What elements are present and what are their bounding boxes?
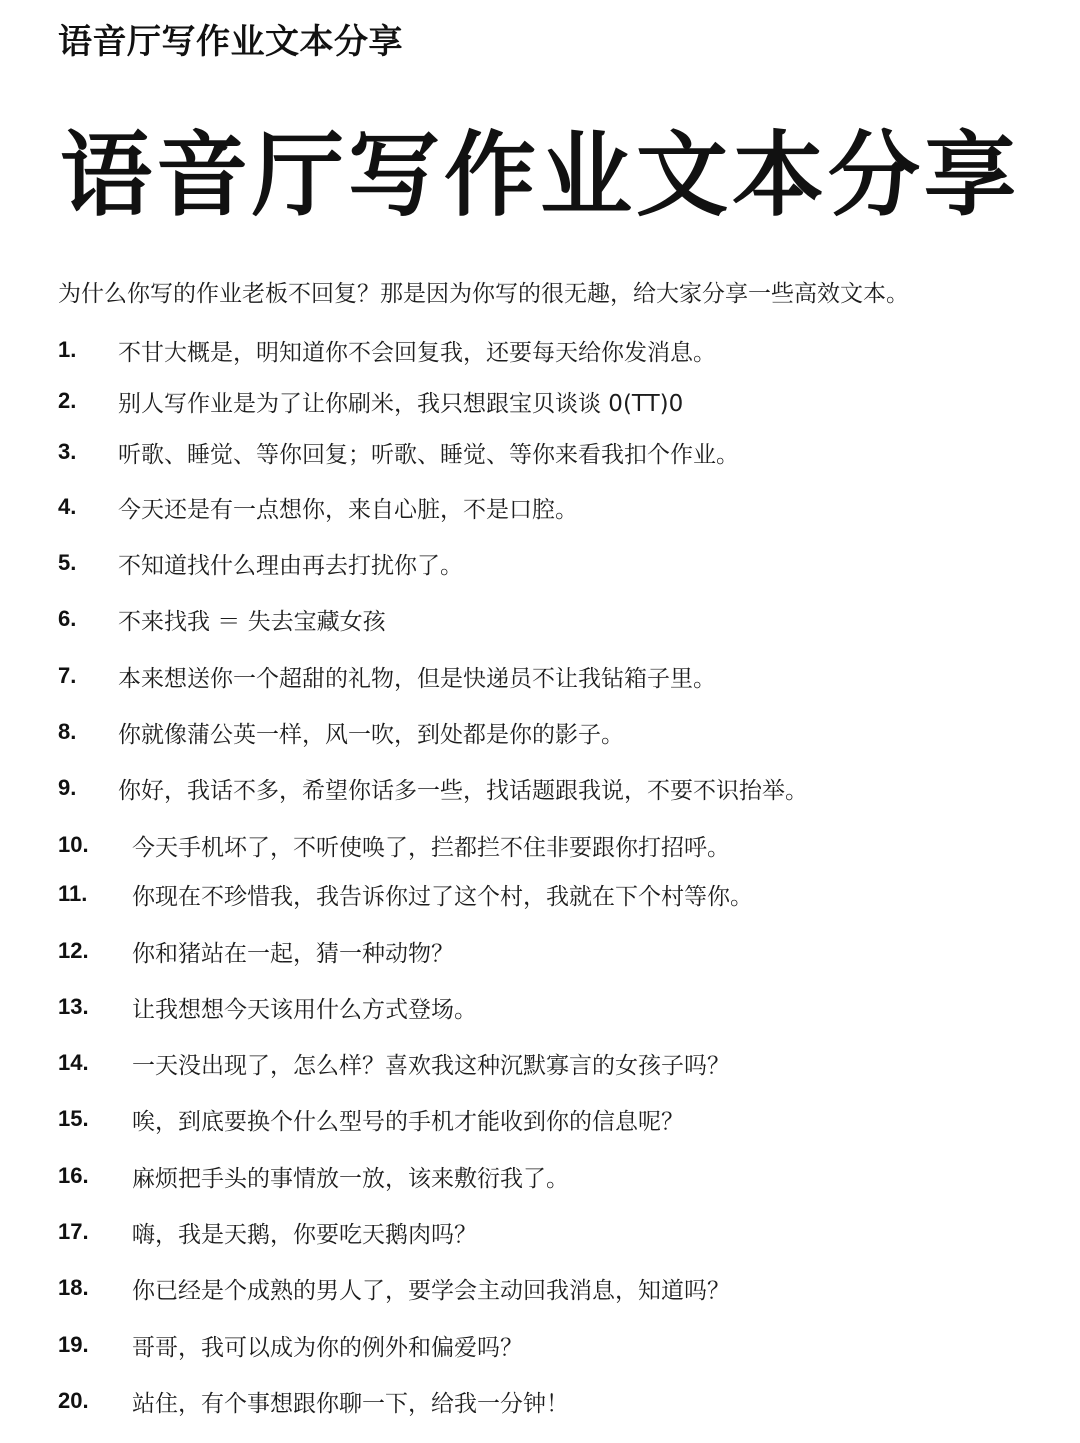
item-number: 11. xyxy=(58,881,88,906)
item-text: 别人写作业是为了让你刷米，我只想跟宝贝谈谈 0(TT)0 xyxy=(118,390,684,417)
item-text: 不甘大概是，明知道你不会回复我，还要每天给你发消息。 xyxy=(118,339,716,366)
item-text: 不知道找什么理由再去打扰你了。 xyxy=(118,552,463,579)
main-title: 语音厅写作业文本分享 xyxy=(59,122,1020,229)
list-item xyxy=(58,1212,1048,1252)
list-item xyxy=(58,712,1048,752)
list-item xyxy=(58,825,1048,865)
item-number: 2. xyxy=(58,388,77,413)
list-item xyxy=(58,768,1048,808)
item-number: 10. xyxy=(58,832,89,857)
item-text: 唉，到底要换个什么型号的手机才能收到你的信息呢？ xyxy=(132,1108,684,1135)
item-text: 本来想送你一个超甜的礼物，但是快递员不让我钻箱子里。 xyxy=(118,665,716,692)
item-text: 你就像蒲公英一样，风一吹，到处都是你的影子。 xyxy=(118,721,624,748)
item-text: 哥哥，我可以成为你的例外和偏爱吗？ xyxy=(132,1334,523,1361)
item-text: 你现在不珍惜我，我告诉你过了这个村，我就在下个村等你。 xyxy=(132,883,753,910)
item-text: 听歌、睡觉、等你回复；听歌、睡觉、等你来看我扣个作业。 xyxy=(118,441,739,468)
item-text: 站住，有个事想跟你聊一下，给我一分钟！ xyxy=(132,1390,569,1417)
item-text: 让我想想今天该用什么方式登场。 xyxy=(132,996,477,1023)
list-item xyxy=(58,1043,1048,1083)
item-number: 12. xyxy=(58,938,89,963)
item-number: 16. xyxy=(58,1163,89,1188)
item-text: 一天没出现了，怎么样？喜欢我这种沉默寡言的女孩子吗？ xyxy=(132,1052,730,1079)
item-number: 5. xyxy=(58,550,77,575)
item-number: 9. xyxy=(58,775,77,800)
list-item xyxy=(58,1156,1048,1196)
list-item xyxy=(58,1268,1048,1308)
list-item xyxy=(58,1099,1048,1139)
item-number: 18. xyxy=(58,1275,89,1300)
list-item xyxy=(58,931,1048,971)
item-number: 13. xyxy=(58,994,89,1019)
item-number: 17. xyxy=(58,1219,89,1244)
list-item xyxy=(58,543,1048,583)
item-text: 今天还是有一点想你，来自心脏，不是口腔。 xyxy=(118,496,578,523)
item-text: 不来找我 ＝ 失去宝藏女孩 xyxy=(118,608,386,635)
list-item xyxy=(58,487,1048,527)
item-number: 7. xyxy=(58,663,77,688)
item-text: 麻烦把手头的事情放一放，该来敷衍我了。 xyxy=(132,1165,569,1192)
header-title: 语音厅写作业文本分享 xyxy=(58,22,403,62)
item-text: 今天手机坏了，不听使唤了，拦都拦不住非要跟你打招呼。 xyxy=(132,834,730,861)
list-item xyxy=(58,599,1048,639)
list-item xyxy=(58,432,1048,472)
intro-paragraph: 为什么你写的作业老板不回复？那是因为你写的很无趣，给大家分享一些高效文本。 xyxy=(58,281,909,307)
list-item xyxy=(58,1325,1048,1365)
item-text: 嗨，我是天鹅，你要吃天鹅肉吗？ xyxy=(132,1221,477,1248)
item-number: 3. xyxy=(58,439,77,464)
item-number: 14. xyxy=(58,1050,89,1075)
item-text: 你和猪站在一起，猜一种动物？ xyxy=(132,940,454,967)
item-number: 19. xyxy=(58,1332,89,1357)
list-item xyxy=(58,987,1048,1027)
list-item xyxy=(58,381,1048,421)
item-number: 4. xyxy=(58,494,77,519)
item-number: 1. xyxy=(58,337,77,362)
item-number: 20. xyxy=(58,1388,89,1413)
list-item xyxy=(58,330,1048,370)
item-text: 你好，我话不多，希望你话多一些，找话题跟我说，不要不识抬举。 xyxy=(118,777,808,804)
item-number: 15. xyxy=(58,1106,89,1131)
list-item xyxy=(58,874,1048,914)
item-number: 6. xyxy=(58,606,77,631)
item-number: 8. xyxy=(58,719,77,744)
list-item xyxy=(58,1381,1048,1421)
list-item xyxy=(58,656,1048,696)
item-text: 你已经是个成熟的男人了，要学会主动回我消息，知道吗？ xyxy=(132,1277,730,1304)
